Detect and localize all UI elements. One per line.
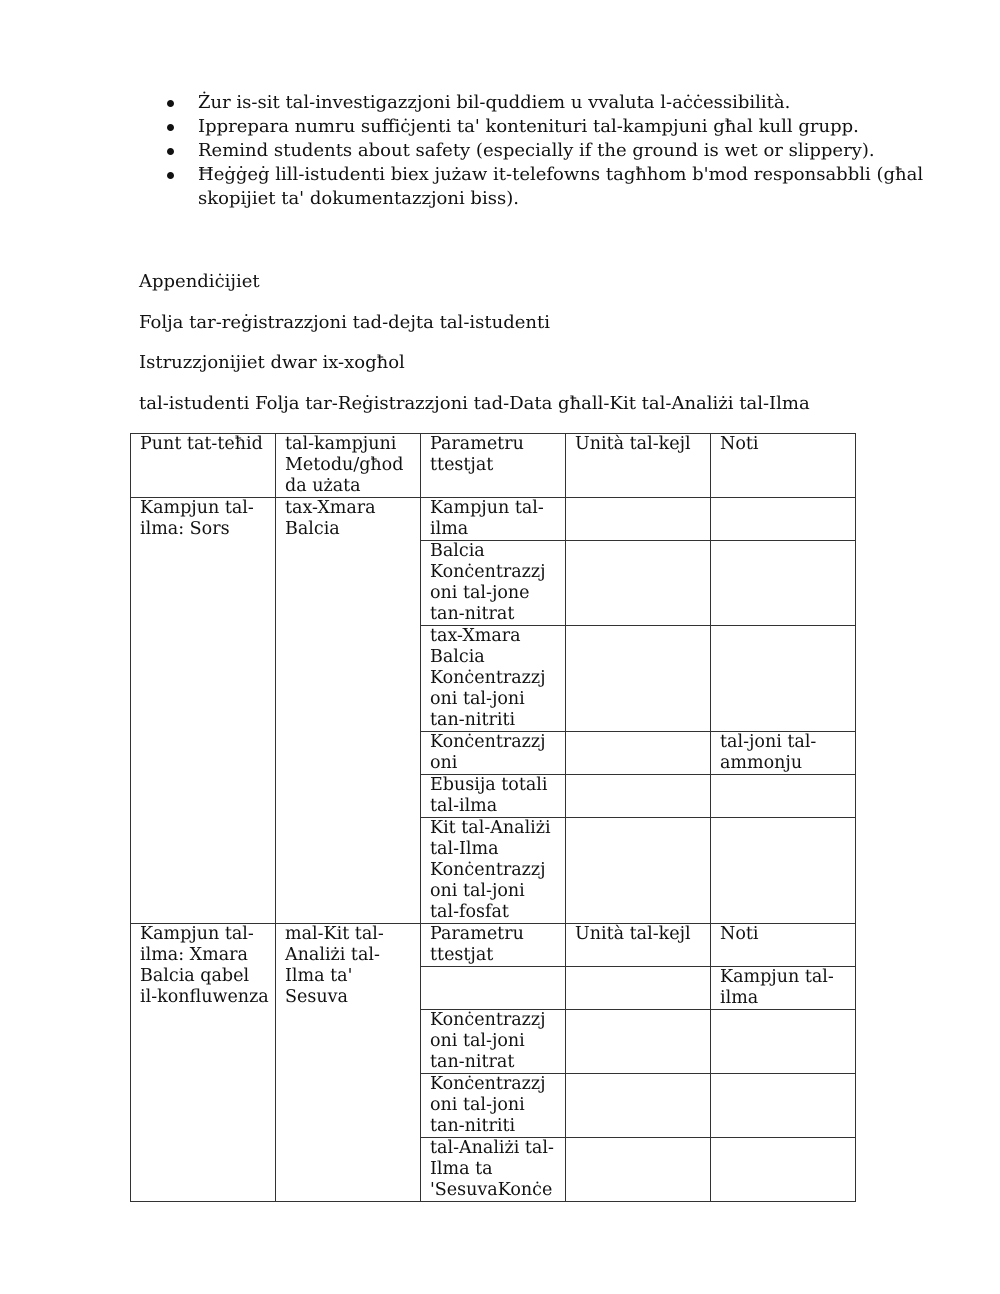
bullet-text: Ħeġġeġ lill-istudenti biex jużaw it-telefowns tagħhom b'mod responsabbli (għal skopijiet ta' dokumentazzjoni biss). [198,164,924,209]
method-cell: tax-Xmara Balcia [276,498,421,924]
notes-cell[interactable]: tal-joni tal-ammonju [711,732,856,775]
bullet-item [165,91,935,115]
bullet-text: Ipprepara numru suffiċjenti ta' kontenituri tal-kampjuni għal kull grupp. [198,116,859,137]
header-cell: tal-kampjuni Metodu/għod da użata [276,434,421,498]
parameter-cell: Konċentrazzj oni tal-joni tan-nitriti [421,1074,566,1138]
parameter-cell: tax-Xmara Balcia Konċentrazzj oni tal-joni tan-nitriti [421,626,566,732]
unit-cell[interactable] [566,1138,711,1202]
header-cell: Noti [711,434,856,498]
notes-cell[interactable] [711,1138,856,1202]
unit-cell[interactable] [566,967,711,1010]
parameter-cell: Kit tal-Analiżi tal-Ilma Konċentrazzj oni tal-joni tal-fosfat [421,818,566,924]
table-header-row [131,434,856,498]
bullet-item [165,115,935,139]
bullet-dot-icon [167,172,174,179]
unit-cell[interactable] [566,775,711,818]
unit-cell[interactable] [566,818,711,924]
bullet-dot-icon [167,124,174,131]
table-row [131,924,856,967]
bullet-item [165,163,935,211]
header-cell: Punt tat-teħid [131,434,276,498]
instructions-heading: Istruzzjonijiet dwar ix-xogħol [139,352,405,373]
notes-cell[interactable] [711,818,856,924]
bullet-dot-icon [167,100,174,107]
appendices-heading: Appendiċijiet [139,271,260,292]
parameter-cell: Parametru ttestjat [421,924,566,967]
unit-cell: Unità tal-kejl [566,924,711,967]
parameter-cell: Balcia Konċentrazzj oni tal-jone tan-nitrat [421,541,566,626]
unit-cell[interactable] [566,626,711,732]
notes-cell[interactable] [711,498,856,541]
form-subtitle: tal-istudenti Folja tar-Reġistrazzjoni tad-Data għall-Kit tal-Analiżi tal-Ilma [139,393,810,414]
form-title: Folja tar-reġistrazzjoni tad-dejta tal-istudenti [139,312,550,333]
unit-cell[interactable] [566,541,711,626]
header-cell: Unità tal-kejl [566,434,711,498]
unit-cell[interactable] [566,1074,711,1138]
sampling-point-cell: Kampjun tal-ilma: Xmara Balcia qabel il-konfluwenza [131,924,276,1202]
parameter-cell: tal-Analiżi tal-Ilma ta 'SesuvaKonċe [421,1138,566,1202]
data-registration-table [130,433,856,1202]
method-cell: mal-Kit tal-Analiżi tal-Ilma ta' Sesuva [276,924,421,1202]
notes-cell: Noti [711,924,856,967]
notes-cell[interactable] [711,626,856,732]
unit-cell[interactable] [566,732,711,775]
parameter-cell: Ebusija totali tal-ilma [421,775,566,818]
sampling-point-cell: Kampjun tal-ilma: Sors [131,498,276,924]
instruction-bullet-list [165,91,935,211]
table-row [131,498,856,541]
unit-cell[interactable] [566,1010,711,1074]
notes-cell[interactable] [711,1010,856,1074]
bullet-item [165,139,935,163]
parameter-cell [421,967,566,1010]
bullet-dot-icon [167,148,174,155]
parameter-cell: Konċentrazzj oni tal-joni tan-nitrat [421,1010,566,1074]
parameter-cell: Kampjun tal-ilma [421,498,566,541]
notes-cell: Kampjun tal-ilma [711,967,856,1010]
bullet-text: Żur is-sit tal-investigazzjoni bil-quddiem u vvaluta l-aċċessibilità. [198,92,791,113]
header-cell: Parametru ttestjat [421,434,566,498]
notes-cell[interactable] [711,1074,856,1138]
notes-cell[interactable] [711,541,856,626]
unit-cell[interactable] [566,498,711,541]
bullet-text: Remind students about safety (especially if the ground is wet or slippery). [198,140,875,161]
parameter-cell: Konċentrazzj oni [421,732,566,775]
notes-cell[interactable] [711,775,856,818]
